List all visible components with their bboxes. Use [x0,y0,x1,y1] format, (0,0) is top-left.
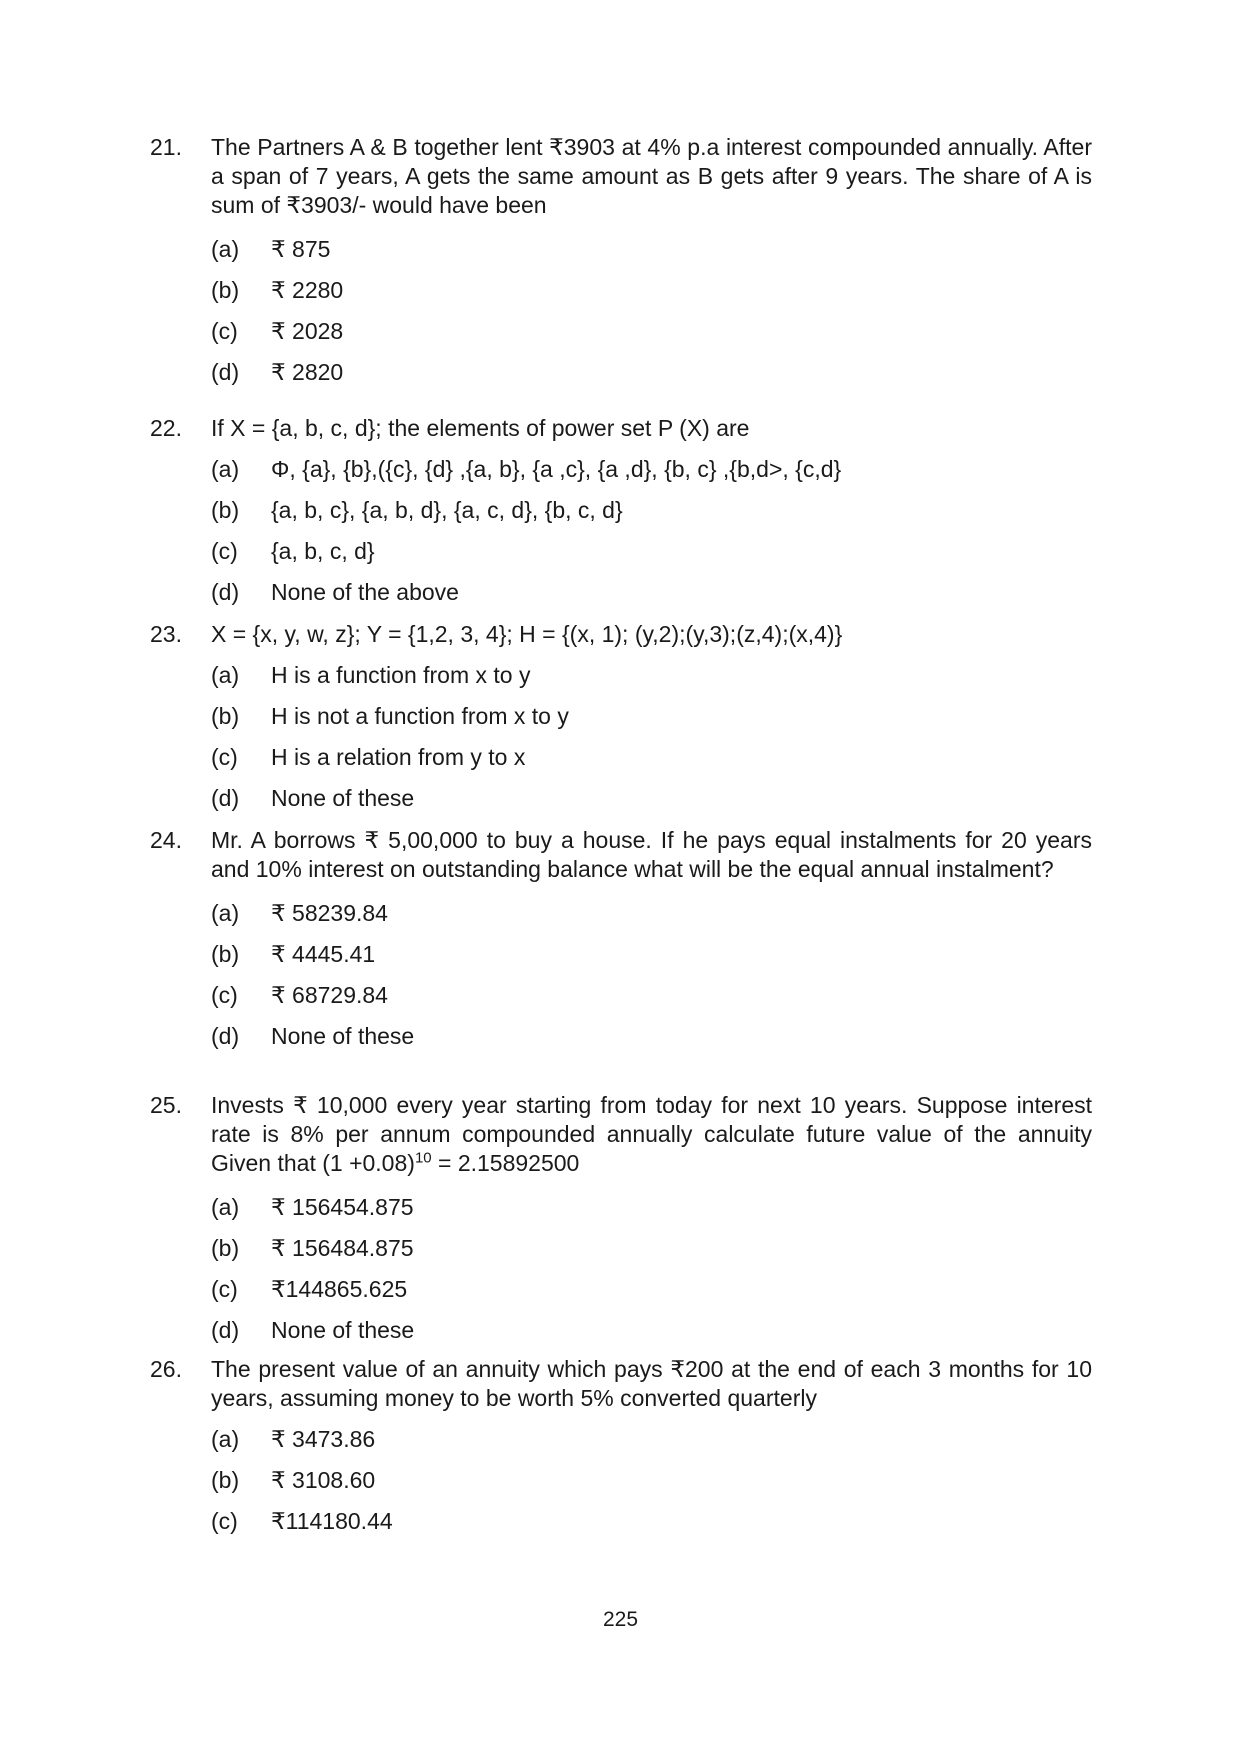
question-number: 22. [150,415,182,441]
question-text: The Partners A & B together lent ₹3903 at 4% p.a interest compounded annually. After a span of 7 years, A gets the same amount as B gets after 9 years. The share of A is sum of ₹3903/- would have been [211,134,1092,218]
option-c [211,1275,1092,1304]
option-label: (b) [211,1235,240,1261]
option-a [211,661,1092,690]
question-number: 21. [150,134,182,160]
option-label: (c) [211,538,238,564]
option-text: Φ, {a}, {b},({c}, {d} ,{a, b}, {a ,c}, {a ,d}, {b, c} ,{b,d>, {c,d} [271,456,842,482]
option-d [211,578,1092,607]
option-label: (d) [211,1023,240,1049]
option-text: ₹ 58239.84 [271,900,388,926]
question-text: X = {x, y, w, z}; Y = {1,2, 3, 4}; H = {(x, 1); (y,2);(y,3);(z,4);(x,4)} [211,621,843,647]
option-text: ₹ 68729.84 [271,982,388,1008]
option-text: ₹ 4445.41 [271,941,376,967]
option-text: H is not a function from x to y [271,703,569,729]
option-label: (c) [211,1276,238,1302]
option-c [211,1507,1092,1536]
option-label: (b) [211,1467,240,1493]
option-a [211,455,1092,484]
option-label: (c) [211,1508,238,1534]
option-label: (b) [211,703,240,729]
option-label: (d) [211,1317,240,1343]
question-text: Mr. A borrows ₹ 5,00,000 to buy a house. If he pays equal instalments for 20 years and 10% interest on outstanding balance what will be the equal annual instalment? [211,827,1092,882]
option-label: (a) [211,456,240,482]
option-b [211,496,1092,525]
option-label: (c) [211,318,238,344]
option-a [211,1425,1092,1454]
question-text: The present value of an annuity which pays ₹200 at the end of each 3 months for 10 years, assuming money to be worth 5% converted quarterly [211,1356,1092,1411]
question-text: If X = {a, b, c, d}; the elements of power set P (X) are [211,415,750,441]
option-text: ₹ 3473.86 [271,1426,376,1452]
option-text: None of these [271,1023,415,1049]
question-text-tail: = 2.15892500 [431,1150,580,1176]
option-d [211,1316,1092,1345]
option-label: (c) [211,744,238,770]
option-label: (b) [211,277,240,303]
option-text: H is a relation from y to x [271,744,526,770]
option-text: ₹ 3108.60 [271,1467,376,1493]
option-a [211,1193,1092,1222]
option-text: ₹114180.44 [271,1508,393,1534]
option-label: (c) [211,982,238,1008]
option-b [211,1234,1092,1263]
option-text: None of the above [271,579,459,605]
question-24 [150,826,1092,1051]
option-c [211,317,1092,346]
option-c [211,743,1092,772]
question-number: 25. [150,1092,182,1118]
question-26 [150,1355,1092,1536]
exponent: 10 [414,1149,432,1167]
option-label: (d) [211,785,240,811]
option-text: ₹ 156454.875 [271,1194,414,1220]
option-text: None of these [271,785,415,811]
option-label: (d) [211,579,240,605]
option-label: (a) [211,1426,240,1452]
option-label: (d) [211,359,240,385]
option-a [211,899,1092,928]
option-label: (a) [211,662,240,688]
option-text: ₹ 875 [271,236,331,262]
question-text-main: Invests ₹ 10,000 every year starting from today for next 10 years. Suppose interest rate is 8% per annum compounded annually calculate future value of the annuity Given that (1 +0.08) [211,1092,1092,1176]
option-d [211,1022,1092,1051]
option-d [211,784,1092,813]
option-text: ₹ 2028 [271,318,344,344]
option-text: H is a function from x to y [271,662,531,688]
option-text: None of these [271,1317,415,1343]
option-b [211,276,1092,305]
question-22 [150,414,1092,607]
page-number: 225 [602,1608,639,1631]
question-number: 26. [150,1356,182,1382]
question-25 [150,1091,1092,1345]
option-label: (b) [211,941,240,967]
option-label: (a) [211,236,240,262]
option-c [211,981,1092,1010]
option-text: {a, b, c}, {a, b, d}, {a, c, d}, {b, c, d} [271,497,623,523]
question-23 [150,620,1092,813]
question-text [211,1091,1092,1178]
option-text: ₹ 2820 [271,359,344,385]
option-c [211,537,1092,566]
question-number: 24. [150,827,182,853]
option-b [211,1466,1092,1495]
option-label: (a) [211,1194,240,1220]
option-b [211,702,1092,731]
question-number: 23. [150,621,182,647]
option-b [211,940,1092,969]
option-text: ₹ 156484.875 [271,1235,414,1261]
option-text: ₹ 2280 [271,277,344,303]
option-label: (a) [211,900,240,926]
option-d [211,358,1092,387]
option-text: {a, b, c, d} [271,538,375,564]
option-label: (b) [211,497,240,523]
option-text: ₹144865.625 [271,1276,408,1302]
option-a [211,235,1092,264]
question-21 [150,133,1092,387]
